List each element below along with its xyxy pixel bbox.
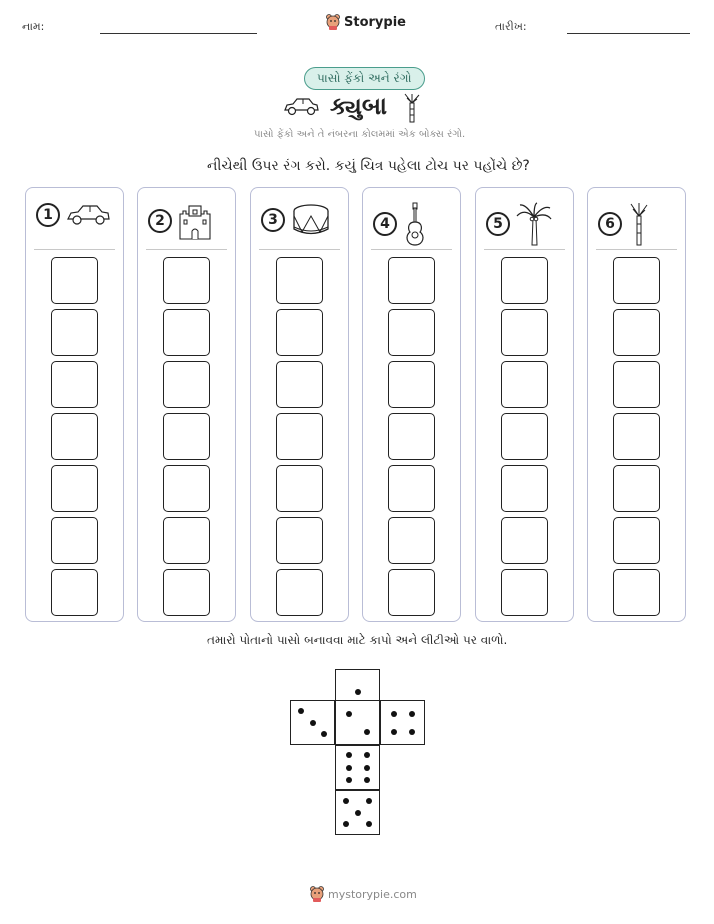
color-box[interactable] [51,517,98,564]
palm-tree-icon [516,202,552,246]
cut-instruction: તમારો પોતાનો પાસો બનાવવા માટે કાપો અને લીટીઓ પર વાળો. [207,633,508,647]
column-number: 1 [36,203,60,227]
color-box[interactable] [613,361,660,408]
dice-pip [298,708,304,714]
guitar-icon [403,202,427,246]
color-box[interactable] [613,569,660,616]
color-box[interactable] [163,257,210,304]
column-header [373,202,427,246]
color-box[interactable] [51,465,98,512]
sugarcane-icon [628,202,650,246]
dice-pip [343,821,349,827]
dice-pip [364,729,370,735]
color-box[interactable] [276,257,323,304]
color-box[interactable] [388,361,435,408]
dice-pip [366,821,372,827]
color-box[interactable] [51,413,98,460]
column-header [36,202,110,228]
dice-face-3 [290,700,335,745]
color-box[interactable] [501,309,548,356]
column-number: 5 [486,212,510,236]
drum-icon [291,202,331,238]
dice-pip [310,720,316,726]
activity-badge: પાસો ફેંકો અને રંગો [304,67,425,90]
color-box[interactable] [51,309,98,356]
page-title: ક્યુબા [330,92,388,120]
date-label: તારીખ: [495,20,527,33]
dice-pip [346,765,352,771]
color-box[interactable] [388,413,435,460]
sugarcane-icon [402,93,422,127]
column-divider [484,249,565,250]
dice-pip [366,798,372,804]
column-3 [250,187,349,622]
castle-icon [178,202,212,240]
dice-face-2 [335,700,380,745]
color-box[interactable] [51,569,98,616]
column-divider [596,249,677,250]
car-icon [283,96,319,122]
bear-icon [310,886,324,902]
color-box[interactable] [613,517,660,564]
color-box[interactable] [613,465,660,512]
column-header [261,202,331,238]
color-box[interactable] [163,569,210,616]
column-header [598,202,650,246]
color-box[interactable] [501,569,548,616]
color-box[interactable] [163,309,210,356]
dice-face-4 [380,700,425,745]
instruction: નીચેથી ઉપર રંગ કરો. કયું ચિત્ર પહેલા ટોચ પર પહોંચે છે? [207,158,530,174]
dice-pip [364,777,370,783]
column-4 [362,187,461,622]
column-number: 4 [373,212,397,236]
color-box[interactable] [501,361,548,408]
name-line[interactable] [100,33,257,34]
column-5 [475,187,574,622]
column-number: 3 [261,208,285,232]
bear-icon [326,14,340,30]
footer-url[interactable]: mystorypie.com [328,887,417,901]
color-box[interactable] [613,309,660,356]
column-divider [371,249,452,250]
name-label: નામ: [22,20,45,33]
dice-pip [355,689,361,695]
color-box[interactable] [276,465,323,512]
dice-pip [346,711,352,717]
dice-pip [346,777,352,783]
color-box[interactable] [501,465,548,512]
column-number: 6 [598,212,622,236]
color-box[interactable] [501,517,548,564]
date-line[interactable] [567,33,690,34]
column-1 [25,187,124,622]
color-box[interactable] [501,257,548,304]
dice-face-5 [335,790,380,835]
car-icon [66,202,110,228]
color-box[interactable] [613,413,660,460]
column-2 [137,187,236,622]
dice-pip [391,711,397,717]
dice-pip [346,752,352,758]
color-box[interactable] [276,517,323,564]
storypie-logo [326,14,406,30]
dice-pip [409,711,415,717]
column-6 [587,187,686,622]
color-box[interactable] [163,361,210,408]
column-header [486,202,552,246]
color-box[interactable] [51,361,98,408]
dice-pip [321,731,327,737]
dice-pip [355,810,361,816]
color-box[interactable] [613,257,660,304]
column-header [148,202,212,240]
color-box[interactable] [163,413,210,460]
color-box[interactable] [388,517,435,564]
dice-pip [391,729,397,735]
dice-pip [343,798,349,804]
dice-pip [364,765,370,771]
color-box[interactable] [276,309,323,356]
color-box[interactable] [276,361,323,408]
brand-name: Storypie [344,14,406,30]
color-box[interactable] [51,257,98,304]
column-divider [34,249,115,250]
color-box[interactable] [388,309,435,356]
color-box[interactable] [276,413,323,460]
color-box[interactable] [163,465,210,512]
column-divider [146,249,227,250]
column-divider [259,249,340,250]
color-box[interactable] [501,413,548,460]
column-number: 2 [148,209,172,233]
dice-pip [409,729,415,735]
dice-pip [364,752,370,758]
color-box[interactable] [163,517,210,564]
color-box[interactable] [276,569,323,616]
dice-face-6 [335,745,380,790]
color-box[interactable] [388,257,435,304]
subtitle: પાસો ફેંકો અને તે નંબરના કોલમમાં એક બોક્સ રંગો. [254,129,466,140]
footer [310,886,417,902]
color-box[interactable] [388,465,435,512]
color-box[interactable] [388,569,435,616]
